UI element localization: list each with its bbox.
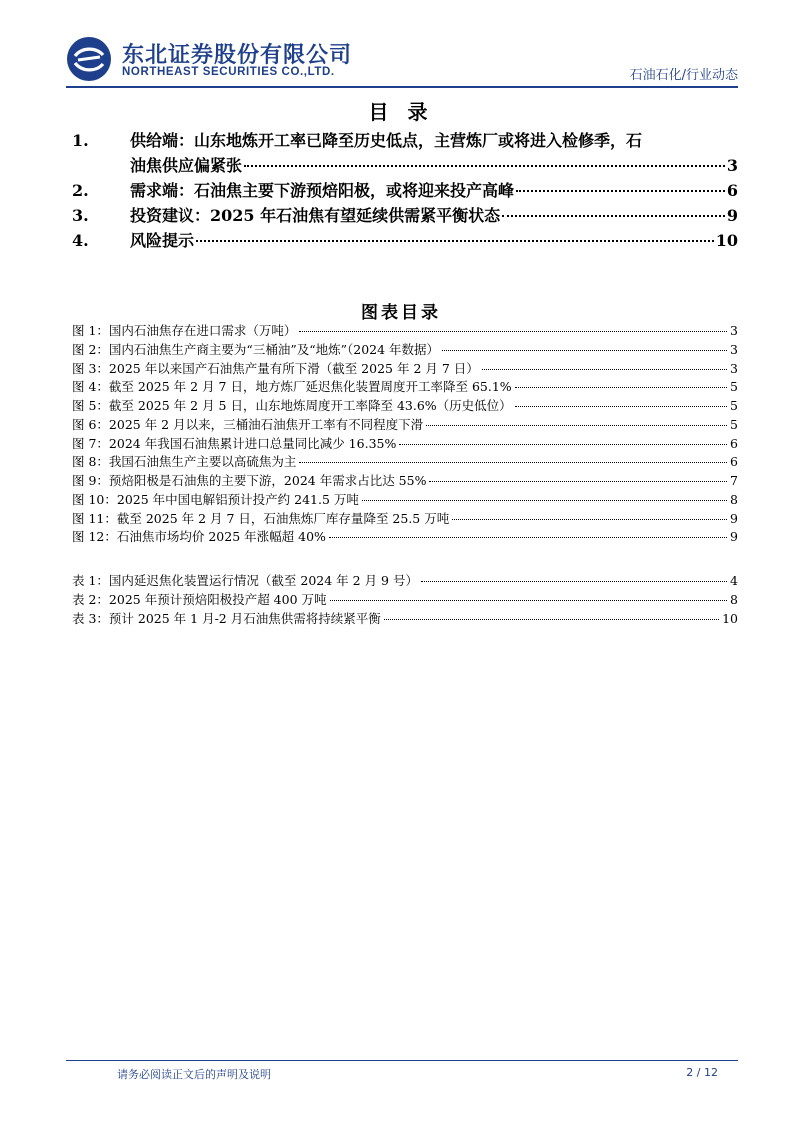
table-list-item[interactable] — [72, 610, 738, 629]
figure-page: 6 — [730, 435, 738, 451]
toc-item-text: 投资建议：2025 年石油焦有望延续供需紧平衡状态 — [130, 206, 501, 225]
figure-caption: 图 4：截至 2025 年 2 月 7 日，地方炼厂延迟焦化装置周度开工率降至 65.1% — [72, 379, 512, 395]
figure-caption: 图 9：预焙阳极是石油焦的主要下游，2024 年需求占比达 55% — [72, 473, 427, 488]
figure-page: 6 — [730, 454, 738, 470]
figure-caption: 图 5：截至 2025 年 2 月 5 日，山东地炼周度开工率降至 43.6%（历史低位） — [72, 398, 512, 413]
dot-leader — [384, 619, 719, 620]
company-name-en: NORTHEAST SECURITIES CO.,LTD. — [122, 66, 335, 78]
figure-list-item[interactable] — [72, 360, 738, 379]
toc-item-3[interactable] — [72, 203, 738, 228]
figure-caption: 图 10：2025 年中国电解铝预计投产约 241.5 万吨 — [72, 491, 359, 507]
dot-leader — [452, 519, 727, 520]
figure-list-item[interactable] — [72, 416, 738, 435]
dot-leader — [421, 581, 727, 582]
company-logo-icon — [66, 36, 112, 82]
figure-list-item[interactable] — [72, 397, 738, 416]
toc-item-number: 3. — [72, 206, 89, 225]
page-number: 2 / 12 — [686, 1066, 718, 1079]
figure-list-item[interactable] — [72, 435, 738, 454]
dot-leader — [515, 406, 727, 407]
table-list-item[interactable] — [72, 591, 738, 610]
figure-page: 3 — [730, 341, 738, 357]
figure-caption: 图 3：2025 年以来国产石油焦产量有所下滑（截至 2025 年 2 月 7 日） — [72, 360, 479, 376]
table-of-contents — [72, 128, 738, 253]
figure-page: 7 — [730, 473, 738, 488]
disclaimer-note: 请务必阅读正文后的声明及说明 — [117, 1068, 271, 1081]
toc-item-4[interactable] — [72, 228, 738, 253]
toc-item-1[interactable] — [72, 128, 738, 178]
dot-leader — [329, 537, 727, 538]
figure-list-item[interactable] — [72, 341, 738, 360]
table-page: 8 — [730, 591, 738, 607]
dot-leader — [516, 190, 725, 192]
dot-leader — [502, 215, 725, 217]
toc-item-page: 6 — [726, 181, 738, 200]
figure-caption: 图 1：国内石油焦存在进口需求（万吨） — [72, 323, 297, 338]
toc-item-2[interactable] — [72, 178, 738, 203]
toc-item-text: 风险提示 — [130, 231, 195, 250]
table-caption: 表 3：预计 2025 年 1 月-2 月石油焦供需将持续紧平衡 — [72, 610, 381, 626]
footer-divider — [66, 1060, 738, 1061]
company-name-cn: 东北证券股份有限公司 — [122, 43, 353, 68]
figure-caption: 图 12：石油焦市场均价 2025 年涨幅超 40% — [72, 529, 326, 545]
dot-leader — [515, 387, 727, 388]
figure-list-item[interactable] — [72, 322, 738, 341]
table-page: 4 — [730, 573, 738, 588]
dot-leader — [196, 240, 714, 242]
figure-list-item[interactable] — [72, 453, 738, 472]
figure-page: 3 — [730, 323, 738, 338]
figure-list-item[interactable] — [72, 528, 738, 547]
figure-list — [72, 322, 738, 547]
dot-leader — [426, 425, 727, 426]
figure-page: 5 — [730, 398, 738, 413]
dot-leader — [482, 369, 727, 370]
figure-caption: 图 7：2024 年我国石油焦累计进口总量同比减少 16.35% — [72, 435, 397, 451]
toc-item-number: 1. — [72, 131, 89, 150]
toc-item-text-line1: 供给端：山东地炼开工率已降至历史低点，主营炼厂或将进入检修季，石 — [130, 131, 643, 150]
dot-leader — [362, 500, 727, 501]
toc-item-number: 4. — [72, 231, 89, 250]
figure-page: 3 — [730, 360, 738, 376]
dot-leader — [330, 600, 728, 601]
figure-page: 5 — [730, 379, 738, 395]
dot-leader — [442, 350, 727, 351]
toc-item-text-line2: 油焦供应偏紧张 — [130, 156, 243, 175]
table-list — [72, 572, 738, 628]
dot-leader — [399, 444, 727, 445]
header-divider — [66, 86, 738, 88]
figure-list-item[interactable] — [72, 491, 738, 510]
toc-item-text: 需求端：石油焦主要下游预焙阳极，或将迎来投产高峰 — [130, 181, 515, 200]
document-category: 石油石化/行业动态 — [629, 68, 738, 83]
figure-caption: 图 2：国内石油焦生产商主要为“三桶油”及“地炼”（2024 年数据） — [72, 341, 440, 357]
table-page: 10 — [722, 610, 738, 626]
figure-list-item[interactable] — [72, 472, 738, 491]
dot-leader — [429, 481, 727, 482]
figure-list-title: 图表目录 — [361, 303, 441, 323]
dot-leader — [299, 462, 727, 463]
page-header — [66, 36, 738, 88]
toc-item-page: 10 — [715, 231, 738, 250]
toc-title: 目 录 — [368, 100, 434, 124]
figure-page: 9 — [730, 510, 738, 526]
toc-item-page: 3 — [726, 156, 738, 175]
dot-leader — [299, 331, 727, 332]
figure-page: 9 — [730, 529, 738, 545]
figure-list-item[interactable] — [72, 378, 738, 397]
figure-caption: 图 8：我国石油焦生产主要以高硫焦为主 — [72, 454, 297, 470]
toc-item-number: 2. — [72, 181, 89, 200]
toc-item-page: 9 — [726, 206, 738, 225]
table-caption: 表 1：国内延迟焦化装置运行情况（截至 2024 年 2 月 9 号） — [72, 573, 418, 588]
figure-caption: 图 11：截至 2025 年 2 月 7 日，石油焦炼厂库存量降至 25.5 万吨 — [72, 510, 450, 526]
figure-list-item[interactable] — [72, 510, 738, 529]
table-list-item[interactable] — [72, 572, 738, 591]
dot-leader — [244, 165, 725, 167]
figure-page: 8 — [730, 491, 738, 507]
table-caption: 表 2：2025 年预计预焙阳极投产超 400 万吨 — [72, 591, 327, 607]
figure-page: 5 — [730, 416, 738, 432]
figure-caption: 图 6：2025 年 2 月以来，三桶油石油焦开工率有不同程度下滑 — [72, 416, 424, 432]
